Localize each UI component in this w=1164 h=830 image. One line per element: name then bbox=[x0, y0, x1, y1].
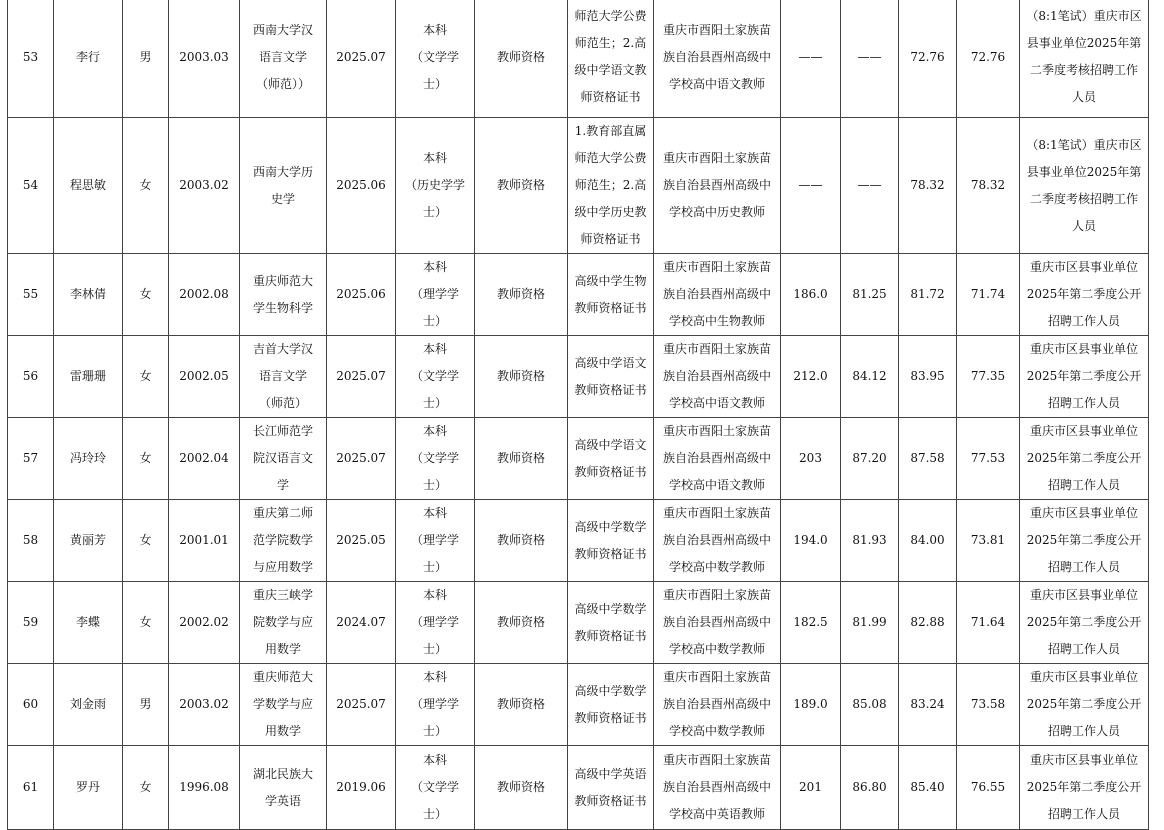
cell-position bbox=[654, 418, 781, 500]
cell-line: 西南大学历 bbox=[252, 164, 313, 179]
cell-total-score: 73.58 bbox=[957, 664, 1020, 746]
cell-line: 学生物科学 bbox=[252, 300, 313, 315]
cell-birth-date: 2003.03 bbox=[169, 0, 240, 118]
cell-interview-score: 83.24 bbox=[899, 664, 957, 746]
cell-line: 长江师范学 bbox=[252, 424, 313, 438]
cell-line: 重庆师范大 bbox=[252, 273, 313, 288]
table-row bbox=[8, 582, 1149, 664]
cell-line: 学 bbox=[276, 478, 289, 492]
cell-line: 重庆师范大 bbox=[252, 670, 313, 684]
cell-number: 58 bbox=[8, 500, 54, 582]
cell-gender: 男 bbox=[123, 664, 169, 746]
cell-qualification-type: 教师资格 bbox=[475, 336, 568, 418]
cell-line: 1.教育部直属 bbox=[574, 124, 647, 138]
cell-line: 本科 bbox=[422, 588, 447, 602]
cell-qualification-type: 教师资格 bbox=[475, 500, 568, 582]
cell-graduation-date: 2025.06 bbox=[327, 118, 396, 254]
cell-line: 学校高中语文教师 bbox=[668, 76, 765, 91]
cell-line: 级中学语文教 bbox=[574, 63, 647, 77]
cell-line: 本科 bbox=[422, 260, 447, 274]
cell-written-converted: 84.12 bbox=[841, 336, 899, 418]
cell-written-score: 194.0 bbox=[781, 500, 841, 582]
cell-degree bbox=[396, 254, 475, 336]
cell-note bbox=[1020, 118, 1149, 254]
table-row bbox=[8, 0, 1149, 118]
cell-school-major bbox=[240, 254, 327, 336]
cell-line: 重庆市酉阳土家族苗 bbox=[662, 424, 771, 438]
cell-birth-date: 1996.08 bbox=[169, 746, 240, 830]
cell-line: 重庆市酉阳土家族苗 bbox=[662, 506, 771, 520]
cell-line: 教师资格证书 bbox=[574, 546, 647, 561]
cell-line: 士） bbox=[422, 396, 447, 410]
cell-line: 族自治县酉州高级中 bbox=[662, 178, 771, 192]
cell-graduation-date: 2019.06 bbox=[327, 746, 396, 830]
cell-note bbox=[1020, 582, 1149, 664]
cell-written-converted: 81.99 bbox=[841, 582, 899, 664]
cell-line: 高级中学语文 bbox=[574, 355, 647, 370]
cell-line: 重庆市区县事业单位 bbox=[1029, 753, 1138, 767]
cell-written-converted: —— bbox=[841, 0, 899, 118]
cell-certificate bbox=[568, 118, 654, 254]
cell-degree bbox=[396, 418, 475, 500]
cell-line: 士） bbox=[422, 807, 447, 821]
cell-line: 史学 bbox=[270, 191, 295, 206]
cell-school-major bbox=[240, 418, 327, 500]
cell-line: 教师资格证书 bbox=[574, 628, 647, 643]
cell-birth-date: 2001.01 bbox=[169, 500, 240, 582]
cell-line: 语言文学 bbox=[258, 369, 307, 383]
cell-graduation-date: 2025.07 bbox=[327, 418, 396, 500]
cell-birth-date: 2003.02 bbox=[169, 664, 240, 746]
cell-gender: 女 bbox=[123, 118, 169, 254]
cell-interview-score: 72.76 bbox=[899, 0, 957, 118]
cell-gender: 女 bbox=[123, 500, 169, 582]
cell-number: 61 bbox=[8, 746, 54, 830]
cell-degree bbox=[396, 0, 475, 118]
cell-line: 重庆市酉阳土家族苗 bbox=[662, 260, 771, 274]
cell-line: 教师资格证书 bbox=[574, 710, 647, 725]
cell-line: （师范）） bbox=[255, 76, 310, 91]
cell-gender: 女 bbox=[123, 582, 169, 664]
cell-line: 2025年第二季度公开 bbox=[1026, 287, 1142, 301]
cell-line: 重庆市区县事业单位 bbox=[1029, 424, 1138, 438]
cell-written-converted: 86.80 bbox=[841, 746, 899, 830]
cell-school-major bbox=[240, 500, 327, 582]
cell-interview-score: 83.95 bbox=[899, 336, 957, 418]
cell-line: 用数学 bbox=[264, 724, 301, 738]
cell-line: 学校高中语文教师 bbox=[668, 478, 765, 492]
cell-line: （8:1笔试）重庆市区 bbox=[1026, 137, 1142, 152]
cell-gender: 男 bbox=[123, 0, 169, 118]
cell-line: （理学学 bbox=[410, 615, 459, 629]
cell-name: 李林倩 bbox=[54, 254, 123, 336]
cell-certificate bbox=[568, 664, 654, 746]
cell-line: （文学学 bbox=[410, 780, 459, 794]
cell-line: 人员 bbox=[1071, 218, 1096, 233]
cell-line: 士） bbox=[422, 205, 447, 219]
cell-name: 罗丹 bbox=[54, 746, 123, 830]
table-row bbox=[8, 500, 1149, 582]
cell-name: 程思敏 bbox=[54, 118, 123, 254]
cell-interview-score: 82.88 bbox=[899, 582, 957, 664]
cell-line: 师范大学公费 bbox=[574, 9, 647, 23]
cell-line: 学校高中生物教师 bbox=[668, 314, 765, 328]
cell-graduation-date: 2025.05 bbox=[327, 500, 396, 582]
cell-line: 2025年第二季度公开 bbox=[1026, 697, 1142, 711]
cell-written-converted: 85.08 bbox=[841, 664, 899, 746]
cell-line: 2025年第二季度公开 bbox=[1026, 533, 1142, 547]
cell-school-major bbox=[240, 582, 327, 664]
cell-line: 院数学与应 bbox=[252, 615, 313, 629]
cell-line: 教师资格证书 bbox=[574, 464, 647, 479]
cell-note bbox=[1020, 418, 1149, 500]
cell-graduation-date: 2025.06 bbox=[327, 254, 396, 336]
cell-gender: 女 bbox=[123, 254, 169, 336]
cell-line: 师资格证书 bbox=[580, 232, 641, 246]
cell-number: 57 bbox=[8, 418, 54, 500]
cell-certificate bbox=[568, 746, 654, 830]
cell-birth-date: 2002.05 bbox=[169, 336, 240, 418]
cell-line: 重庆第二师 bbox=[252, 506, 313, 520]
cell-line: 2025年第二季度公开 bbox=[1026, 451, 1142, 465]
cell-gender: 女 bbox=[123, 336, 169, 418]
cell-position bbox=[654, 118, 781, 254]
cell-line: 招聘工作人员 bbox=[1047, 807, 1120, 821]
cell-graduation-date: 2025.07 bbox=[327, 664, 396, 746]
cell-position bbox=[654, 500, 781, 582]
cell-school-major bbox=[240, 336, 327, 418]
cell-qualification-type: 教师资格 bbox=[475, 664, 568, 746]
cell-number: 54 bbox=[8, 118, 54, 254]
cell-written-converted: 81.25 bbox=[841, 254, 899, 336]
cell-line: 族自治县酉州高级中 bbox=[662, 697, 771, 711]
cell-written-score: 189.0 bbox=[781, 664, 841, 746]
cell-interview-score: 85.40 bbox=[899, 746, 957, 830]
cell-line: 招聘工作人员 bbox=[1047, 478, 1120, 492]
cell-line: 县事业单位2025年第 bbox=[1026, 164, 1142, 179]
cell-line: 2025年第二季度公开 bbox=[1026, 780, 1142, 794]
cell-line: 学校高中数学教师 bbox=[668, 560, 765, 574]
cell-birth-date: 2002.04 bbox=[169, 418, 240, 500]
cell-degree bbox=[396, 336, 475, 418]
cell-line: （理学学 bbox=[410, 533, 459, 547]
cell-written-converted: 87.20 bbox=[841, 418, 899, 500]
cell-line: 重庆市酉阳土家族苗 bbox=[662, 342, 771, 356]
cell-line: 族自治县酉州高级中 bbox=[662, 615, 771, 629]
cell-qualification-type: 教师资格 bbox=[475, 118, 568, 254]
cell-line: 本科 bbox=[422, 753, 447, 767]
cell-school-major bbox=[240, 0, 327, 118]
cell-line: 级中学历史教 bbox=[574, 205, 647, 219]
cell-school-major bbox=[240, 118, 327, 254]
cell-line: 高级中学英语 bbox=[574, 766, 647, 781]
cell-line: 重庆市酉阳土家族苗 bbox=[662, 151, 771, 165]
cell-certificate bbox=[568, 500, 654, 582]
cell-line: 招聘工作人员 bbox=[1047, 314, 1120, 328]
cell-line: 重庆市区县事业单位 bbox=[1029, 670, 1138, 684]
cell-line: 重庆市酉阳土家族苗 bbox=[662, 588, 771, 602]
cell-line: （理学学 bbox=[410, 697, 459, 711]
cell-line: 学校高中数学教师 bbox=[668, 724, 765, 738]
cell-line: 士） bbox=[422, 478, 447, 492]
cell-written-score: 201 bbox=[781, 746, 841, 830]
table-row bbox=[8, 254, 1149, 336]
cell-interview-score: 84.00 bbox=[899, 500, 957, 582]
cell-line: 湖北民族大 bbox=[252, 766, 313, 781]
candidate-table bbox=[7, 0, 1149, 830]
cell-line: 吉首大学汉 bbox=[252, 342, 313, 356]
cell-line: 人员 bbox=[1071, 90, 1096, 104]
cell-birth-date: 2002.08 bbox=[169, 254, 240, 336]
cell-note bbox=[1020, 336, 1149, 418]
cell-qualification-type: 教师资格 bbox=[475, 582, 568, 664]
cell-line: 招聘工作人员 bbox=[1047, 724, 1120, 738]
cell-line: （理学学 bbox=[410, 287, 459, 301]
cell-line: 士） bbox=[422, 642, 447, 656]
cell-birth-date: 2003.02 bbox=[169, 118, 240, 254]
table-row bbox=[8, 118, 1149, 254]
cell-line: 范学院数学 bbox=[252, 533, 313, 547]
cell-certificate bbox=[568, 254, 654, 336]
cell-total-score: 71.74 bbox=[957, 254, 1020, 336]
cell-number: 59 bbox=[8, 582, 54, 664]
table-row bbox=[8, 746, 1149, 830]
cell-line: 本科 bbox=[422, 424, 447, 438]
cell-degree bbox=[396, 582, 475, 664]
cell-position bbox=[654, 664, 781, 746]
cell-note bbox=[1020, 664, 1149, 746]
cell-line: 高级中学生物 bbox=[574, 273, 647, 288]
cell-school-major bbox=[240, 664, 327, 746]
table-row bbox=[8, 664, 1149, 746]
cell-written-score: 186.0 bbox=[781, 254, 841, 336]
cell-line: 西南大学汉 bbox=[252, 22, 313, 37]
cell-line: 重庆市区县事业单位 bbox=[1029, 342, 1138, 356]
cell-total-score: 71.64 bbox=[957, 582, 1020, 664]
cell-line: （8:1笔试）重庆市区 bbox=[1026, 9, 1142, 23]
cell-gender: 女 bbox=[123, 418, 169, 500]
cell-line: 重庆市酉阳土家族苗 bbox=[662, 670, 771, 684]
cell-line: 士） bbox=[422, 314, 447, 328]
cell-line: 二季度考核招聘工作 bbox=[1029, 191, 1138, 206]
cell-line: 学数学与应 bbox=[252, 697, 313, 711]
cell-line: 2025年第二季度公开 bbox=[1026, 615, 1142, 629]
cell-line: 2025年第二季度公开 bbox=[1026, 369, 1142, 383]
cell-total-score: 72.76 bbox=[957, 0, 1020, 118]
cell-line: 本科 bbox=[422, 151, 447, 165]
cell-name: 黄丽芳 bbox=[54, 500, 123, 582]
cell-line: 招聘工作人员 bbox=[1047, 396, 1120, 410]
cell-line: 高级中学数学 bbox=[574, 683, 647, 698]
cell-note bbox=[1020, 0, 1149, 118]
cell-position bbox=[654, 336, 781, 418]
cell-degree bbox=[396, 664, 475, 746]
cell-line: 师资格证书 bbox=[580, 90, 641, 104]
cell-line: 高级中学数学 bbox=[574, 519, 647, 534]
table-row bbox=[8, 336, 1149, 418]
cell-gender: 女 bbox=[123, 746, 169, 830]
cell-certificate bbox=[568, 418, 654, 500]
cell-note bbox=[1020, 500, 1149, 582]
cell-graduation-date: 2025.07 bbox=[327, 336, 396, 418]
cell-line: 师范生；2.高 bbox=[574, 178, 647, 192]
cell-name: 李行 bbox=[54, 0, 123, 118]
cell-line: 院汉语言文 bbox=[252, 451, 313, 465]
cell-position bbox=[654, 0, 781, 118]
cell-line: 士） bbox=[422, 724, 447, 738]
cell-total-score: 73.81 bbox=[957, 500, 1020, 582]
cell-line: 教师资格证书 bbox=[574, 300, 647, 315]
cell-degree bbox=[396, 500, 475, 582]
cell-number: 56 bbox=[8, 336, 54, 418]
cell-number: 53 bbox=[8, 0, 54, 118]
cell-number: 60 bbox=[8, 664, 54, 746]
cell-line: 重庆市区县事业单位 bbox=[1029, 588, 1138, 602]
cell-name: 冯玲玲 bbox=[54, 418, 123, 500]
cell-line: 族自治县酉州高级中 bbox=[662, 49, 771, 64]
cell-line: 二季度考核招聘工作 bbox=[1029, 63, 1138, 77]
cell-line: 士） bbox=[422, 76, 447, 91]
cell-line: 族自治县酉州高级中 bbox=[662, 780, 771, 794]
cell-certificate bbox=[568, 336, 654, 418]
cell-line: （文学学 bbox=[410, 451, 459, 465]
cell-birth-date: 2002.02 bbox=[169, 582, 240, 664]
cell-line: 重庆三峡学 bbox=[252, 588, 313, 602]
cell-line: 族自治县酉州高级中 bbox=[662, 533, 771, 547]
cell-degree bbox=[396, 118, 475, 254]
cell-line: 高级中学语文 bbox=[574, 437, 647, 452]
cell-qualification-type: 教师资格 bbox=[475, 0, 568, 118]
cell-total-score: 77.53 bbox=[957, 418, 1020, 500]
cell-line: 教师资格证书 bbox=[574, 793, 647, 808]
cell-degree bbox=[396, 746, 475, 830]
cell-line: 士） bbox=[422, 560, 447, 574]
cell-note bbox=[1020, 254, 1149, 336]
cell-line: 本科 bbox=[422, 342, 447, 356]
cell-graduation-date: 2025.07 bbox=[327, 0, 396, 118]
cell-name: 雷珊珊 bbox=[54, 336, 123, 418]
cell-interview-score: 81.72 bbox=[899, 254, 957, 336]
cell-qualification-type: 教师资格 bbox=[475, 746, 568, 830]
cell-line: 重庆市区县事业单位 bbox=[1029, 506, 1138, 520]
cell-position bbox=[654, 746, 781, 830]
cell-line: （文学学 bbox=[410, 369, 459, 383]
cell-line: 族自治县酉州高级中 bbox=[662, 451, 771, 465]
cell-written-score: 182.5 bbox=[781, 582, 841, 664]
cell-line: 与应用数学 bbox=[252, 560, 313, 574]
cell-note bbox=[1020, 746, 1149, 830]
cell-line: 重庆市酉阳土家族苗 bbox=[662, 22, 771, 37]
cell-line: 本科 bbox=[422, 506, 447, 520]
cell-line: 族自治县酉州高级中 bbox=[662, 369, 771, 383]
cell-line: （师范） bbox=[258, 396, 307, 410]
cell-line: 学英语 bbox=[264, 793, 301, 808]
cell-graduation-date: 2024.07 bbox=[327, 582, 396, 664]
cell-qualification-type: 教师资格 bbox=[475, 418, 568, 500]
cell-qualification-type: 教师资格 bbox=[475, 254, 568, 336]
cell-interview-score: 78.32 bbox=[899, 118, 957, 254]
table-row bbox=[8, 418, 1149, 500]
cell-total-score: 76.55 bbox=[957, 746, 1020, 830]
cell-line: 高级中学数学 bbox=[574, 601, 647, 616]
cell-written-converted: 81.93 bbox=[841, 500, 899, 582]
cell-position bbox=[654, 582, 781, 664]
cell-line: 重庆市区县事业单位 bbox=[1029, 260, 1138, 274]
cell-line: 重庆市酉阳土家族苗 bbox=[662, 753, 771, 767]
cell-line: 本科 bbox=[422, 670, 447, 684]
cell-certificate bbox=[568, 582, 654, 664]
cell-written-score: 203 bbox=[781, 418, 841, 500]
table-wrapper bbox=[7, 0, 1149, 830]
cell-total-score: 77.35 bbox=[957, 336, 1020, 418]
cell-line: （文学学 bbox=[410, 49, 459, 64]
cell-line: 师范生；2.高 bbox=[574, 36, 647, 50]
cell-school-major bbox=[240, 746, 327, 830]
cell-line: 学校高中历史教师 bbox=[668, 205, 765, 219]
cell-name: 李蝶 bbox=[54, 582, 123, 664]
cell-line: 招聘工作人员 bbox=[1047, 642, 1120, 656]
cell-name: 刘金雨 bbox=[54, 664, 123, 746]
cell-line: 教师资格证书 bbox=[574, 382, 647, 397]
cell-line: 县事业单位2025年第 bbox=[1026, 36, 1142, 50]
cell-line: 用数学 bbox=[264, 642, 301, 656]
cell-total-score: 78.32 bbox=[957, 118, 1020, 254]
cell-certificate bbox=[568, 0, 654, 118]
cell-line: 学校高中语文教师 bbox=[668, 396, 765, 410]
cell-line: 招聘工作人员 bbox=[1047, 560, 1120, 574]
cell-line: 学校高中数学教师 bbox=[668, 642, 765, 656]
cell-written-converted: —— bbox=[841, 118, 899, 254]
cell-line: 族自治县酉州高级中 bbox=[662, 287, 771, 301]
cell-line: 本科 bbox=[422, 22, 447, 37]
cell-line: 语言文学 bbox=[258, 49, 307, 64]
cell-line: 师范大学公费 bbox=[574, 151, 647, 165]
cell-number: 55 bbox=[8, 254, 54, 336]
cell-line: （历史学学 bbox=[404, 178, 465, 192]
cell-written-score: —— bbox=[781, 118, 841, 254]
cell-written-score: 212.0 bbox=[781, 336, 841, 418]
cell-position bbox=[654, 254, 781, 336]
cell-line: 学校高中英语教师 bbox=[668, 807, 765, 821]
cell-interview-score: 87.58 bbox=[899, 418, 957, 500]
cell-written-score: —— bbox=[781, 0, 841, 118]
